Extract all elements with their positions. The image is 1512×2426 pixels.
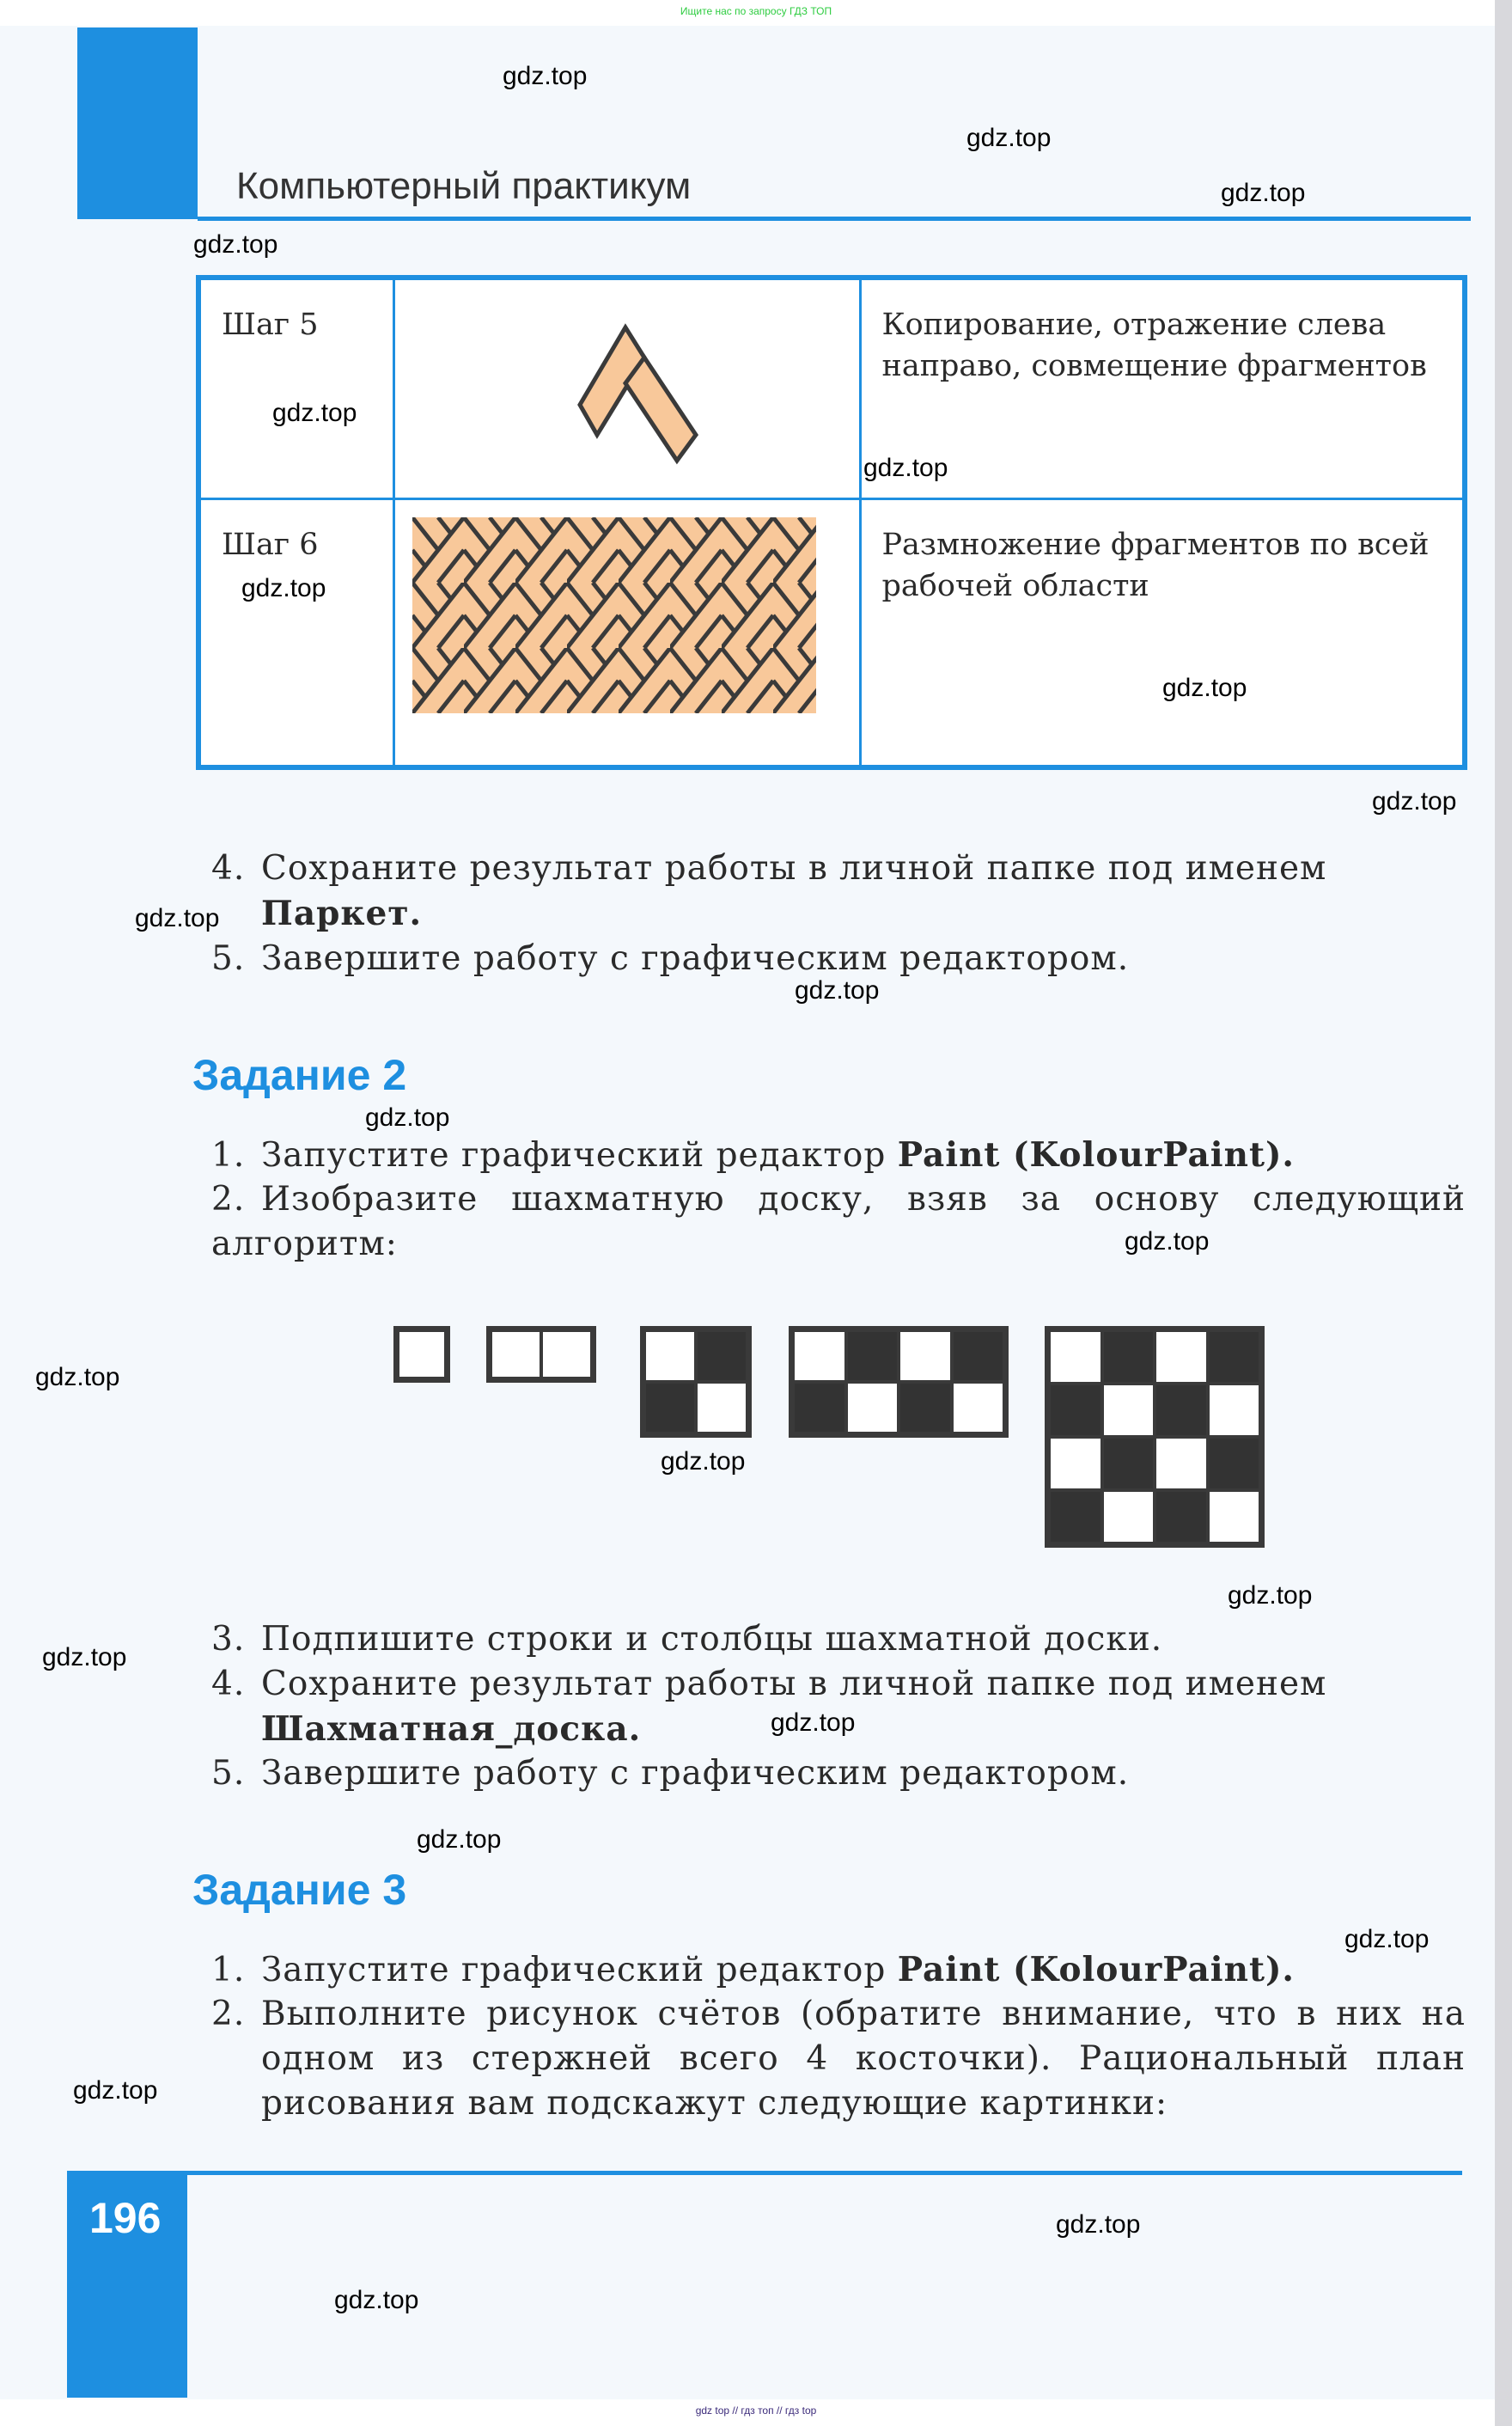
task-3-heading: Задание 3 <box>192 1866 407 1914</box>
file-name: Паркет. <box>261 894 423 933</box>
header-rule <box>198 217 1471 221</box>
watermark: gdz.top <box>795 976 880 1005</box>
watermark: gdz.top <box>503 62 588 90</box>
item-number: 2. <box>211 1180 246 1219</box>
item-number: 2. <box>211 1995 246 2033</box>
item-number: 5. <box>211 939 246 978</box>
item-number: 3. <box>211 1620 246 1659</box>
list-item <box>211 1751 1466 1796</box>
table-row <box>198 499 1465 768</box>
watermark: gdz.top <box>73 2076 158 2105</box>
list-item <box>211 846 1466 937</box>
list-item <box>211 1992 1466 2126</box>
watermark: gdz.top <box>365 1103 450 1132</box>
step-label: Шаг 5 <box>198 278 393 499</box>
watermark: gdz.top <box>1162 674 1247 702</box>
top-banner: Ищите нас по запросу ГДЗ ТОП <box>680 5 832 17</box>
list-item <box>211 1177 1466 1267</box>
watermark: gdz.top <box>1056 2210 1141 2239</box>
list-item <box>211 937 1466 981</box>
step-description: Копирование, отражение слева направо, совмещение фрагментов <box>860 278 1465 499</box>
app-name: Paint (KolourPaint). <box>897 1135 1296 1175</box>
steps-table <box>196 275 1467 770</box>
item-number: 1. <box>211 1136 246 1175</box>
step-label: Шаг 6 <box>198 499 393 768</box>
watermark: gdz.top <box>966 124 1052 152</box>
list-item <box>211 1947 1466 1993</box>
item-number: 5. <box>211 1754 246 1793</box>
parquet-pattern-image <box>412 517 816 713</box>
footer-rule <box>187 2171 1462 2175</box>
header-blue-block <box>77 27 198 219</box>
page-edge <box>1495 0 1512 2426</box>
item-text: Сохраните результат работы в личной папке под именем <box>261 849 1327 888</box>
watermark: gdz.top <box>1221 179 1306 207</box>
file-name: Шахматная_доска. <box>261 1709 642 1749</box>
chess-step-1 <box>393 1326 450 1383</box>
chess-step-3 <box>640 1326 752 1438</box>
watermark: gdz.top <box>1344 1925 1430 1953</box>
step-figure <box>393 278 860 499</box>
watermark: gdz.top <box>417 1825 502 1854</box>
list-item <box>211 1662 1466 1752</box>
chess-step-5 <box>1045 1326 1265 1548</box>
watermark: gdz.top <box>1125 1227 1210 1256</box>
watermark: gdz.top <box>863 454 948 482</box>
item-text: Сохраните результат работы в личной папке под именем <box>261 1665 1327 1703</box>
watermark: gdz.top <box>135 904 220 932</box>
watermark: gdz.top <box>661 1447 746 1476</box>
page-header-title: Компьютерный практикум <box>236 165 692 207</box>
item-number: 4. <box>211 1665 246 1703</box>
watermark: gdz.top <box>1372 787 1457 816</box>
step-figure <box>393 499 860 768</box>
watermark: gdz.top <box>272 399 357 427</box>
step-description: Размножение фрагментов по всей рабочей области <box>860 499 1465 768</box>
footer-banner: gdz top // гдз топ // гдз top <box>695 2405 817 2417</box>
item-text: Подпишите строки и столбцы шахматной доски. <box>261 1620 1163 1659</box>
item-text: Выполните рисунок счётов (обратите внимание, что в них на одном из стержней всего 4 косточки). Рациональный план рисования вам подскажут следующие картинки: <box>261 1995 1466 2123</box>
item-text: Запустите графический редактор <box>261 1951 898 1989</box>
chess-step-4 <box>789 1326 1009 1438</box>
watermark: gdz.top <box>35 1363 120 1391</box>
watermark: gdz.top <box>193 230 278 259</box>
watermark: gdz.top <box>334 2286 419 2314</box>
watermark: gdz.top <box>241 574 326 602</box>
item-number: 4. <box>211 849 246 888</box>
chess-step-2 <box>486 1326 596 1383</box>
list-item <box>211 1617 1466 1662</box>
chevron-fragment-image <box>412 297 842 469</box>
app-name: Paint (KolourPaint). <box>897 1950 1296 1989</box>
table-row <box>198 278 1465 499</box>
watermark: gdz.top <box>42 1643 127 1671</box>
page-number: 196 <box>89 2194 162 2242</box>
watermark: gdz.top <box>771 1708 856 1737</box>
item-text: Завершите работу с графическим редактором. <box>261 939 1130 978</box>
watermark: gdz.top <box>1228 1581 1313 1610</box>
item-text: Запустите графический редактор <box>261 1136 898 1175</box>
item-text: Изобразите шахматную доску, взяв за основу следующий алгоритм: <box>211 1180 1466 1263</box>
item-text: Завершите работу с графическим редактором. <box>261 1754 1130 1793</box>
item-number: 1. <box>211 1951 246 1989</box>
task-2-heading: Задание 2 <box>192 1051 407 1099</box>
list-item <box>211 1133 1466 1178</box>
